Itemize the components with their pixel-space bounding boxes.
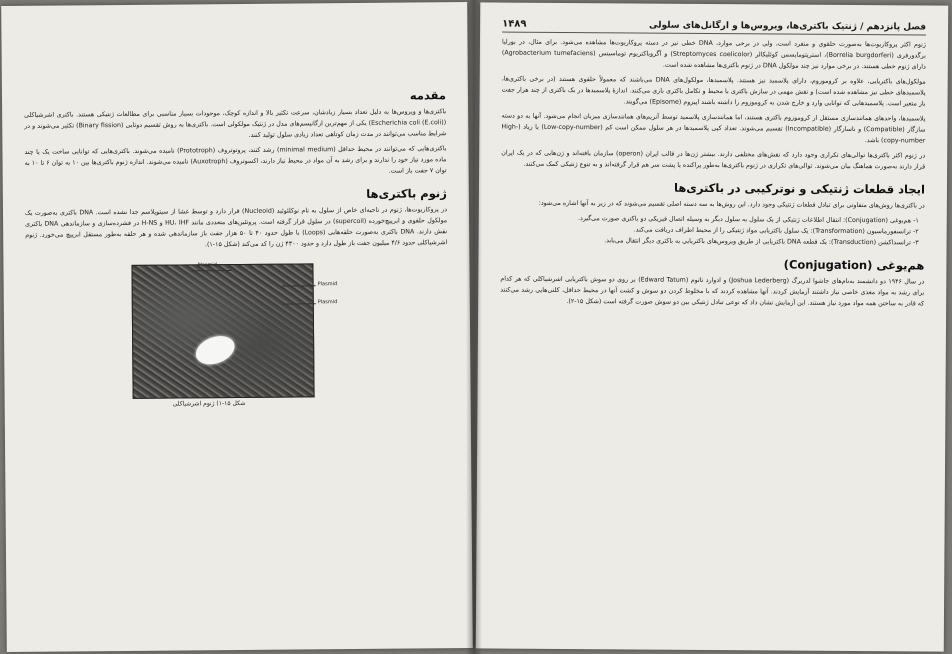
figure-label: Plasmid <box>197 262 218 269</box>
top-margin <box>23 12 446 82</box>
variation-intro: در باکتری‌ها روش‌های متفاوتی برای تبادل قطعات ژنتیکی وجود دارد. این روش‌ها به سه دسته اصلی تقسیم می‌شوند که در زیر به آنها اشاره می‌شود: <box>538 199 925 210</box>
left-page <box>1 2 473 652</box>
figure-caption: شکل ۱۵-۱) ژنوم اشرشیاکلی <box>172 399 246 408</box>
section-variation-title: ایجاد قطعات ژنتیکی و نوترکیبی در باکتری‌ها <box>673 180 926 197</box>
section-genome-title: ژنوم باکتری‌ها <box>366 186 447 201</box>
intro-paragraph: در ژنوم اکثر باکتری‌ها توالی‌های تکراری وجود دارد که نقش‌های مختلفی دارند. بیشتر ژن‌ها در قالب اپران (operon) سازمان یافته‌اند و ژن‌هایی که در یک اپران قرار دارند به‌صورت هماهنگ بیان می‌شوند. توالی‌های تکراری در ژنوم باکتری‌ها به‌طور پراکنده یا پشت سر هم قرار گرفته‌اند و به تنوع ژنتیکی کمک می‌کنند. <box>501 149 926 171</box>
intro-paragraph: باکتری‌هایی که می‌توانند در محیط حداقل (minimal medium) رشد کنند، پروتوتروف (Prototroph) نامیده می‌شوند. باکتری‌هایی که توانایی ساخت یک یا چند ماده مورد نیاز خود را ندارند و برای رشد به آن مواد در محیط نیاز دارند، اکسوتروف (Auxotroph) نامیده می‌شوند. اندازه ژنوم باکتری‌ها بین ۱۰ به توان ۶ تا ۱۰ به توان ۷ جفت باز است. <box>24 145 447 175</box>
figure-label: Plasmid <box>317 281 338 288</box>
page-number: ۱۴۸۹ <box>502 18 527 30</box>
micrograph-image <box>131 263 314 399</box>
cell-blob <box>192 331 239 369</box>
variation-list-item: ۲- ترانسفورماسیون (Transformation): یک سلول باکتریایی مواد ژنتیکی را از محیط اطراف دریافت می‌کند. <box>633 226 919 236</box>
conjugation-paragraph: در سال ۱۹۴۶ دو دانشمند به‌نام‌های جاشوا لدربرگ (Joshua Lederberg) و ادوارد تاتوم (Edward Tatum) بر روی دو سوش باکتریایی اشرشیاکلی که هر کدام برای رشد به مواد مغذی خاصی نیاز داشتند آزمایش کردند. آنها مشاهده کردند که با مخلوط کردن دو سوش و کشت آنها در محیط حداقل، کلنی‌هایی رشد می‌کنند که قادر به ساختن همه مواد مورد نیاز هستند. این آزمایش نشان داد که نوعی تبادل ژنتیکی بین دو سوش صورت گرفته است (شکل ۱۵-۲). <box>500 275 925 308</box>
figure-label: Plasmid <box>317 299 338 306</box>
section-intro-title: مقدمه <box>409 88 447 103</box>
right-page <box>476 2 948 651</box>
genome-paragraph: در پروکاریوت‌ها، ژنوم در ناحیه‌ای خاص از سلول به نام نوکلئوئید (Nucleoid) قرار دارد و توسط غشا از سیتوپلاسم جدا نشده است. DNA باکتری به‌صورت یک مولکول حلقوی و ابرپیچ‌خورده (supercoil) در سلول قرار گرفته است. پروتئین‌های متعددی مانند HU، IHF و H-NS در فشرده‌سازی و سازماندهی DNA باکتری نقش دارند. DNA باکتری به‌صورت حلقه‌هایی (Loops) با طول حدود ۴۰ تا ۵۰ هزار جفت باز سازماندهی شده و هر حلقه به‌طور مستقل ابرپیچ می‌خورد. ژنوم اشرشیاکلی حدود ۴/۶ میلیون جفت باز طول دارد و حدود ۴۳۰۰ ژن را کد می‌کند (شکل ۱۵-۱). <box>24 206 448 249</box>
right-page-content <box>498 13 926 642</box>
figure-ecoli-genome <box>131 263 342 415</box>
intro-paragraph: مولکول‌های باکتریایی، علاوه بر کروموزوم، دارای پلاسمید نیز هستند. پلاسمیدها، مولکول‌های DNA می‌باشند که معمولاً حلقوی هستند (در برخی باکتری‌ها، پلاسمیدهای خطی نیز مشاهده شده است) و نقش مهمی در سازش باکتری با محیط و تکامل باکتری بازی می‌کنند. اندازهٔ پلاسمیدها در یک باکتری از چند هزار جفت باز متغیر است. پلاسمیدهایی که توانایی وارد و خارج شدن به کروموزوم را داشته باشند اپیزوم (Episome) می‌گویند. <box>501 75 926 108</box>
section-conjugation-title: هم‌یوغی (Conjugation) <box>783 257 925 273</box>
intro-paragraph: ژنوم اکثر پروکاریوت‌ها به‌صورت حلقوی و منفرد است، ولی در برخی موارد، DNA خطی نیز در دسته پروکاریوت‌ها مشاهده می‌شود. برای مثال، در بورلیا برگدورفری (Borrelia burgdorferi)، استرپتومایسس کوئلیکالر (Streptomyces coelicolor) و آگروباکتریوم توماسینس (Agrobacterium tumefaciens) دارای ژنوم خطی هستند. در برخی موارد نیز چند مولکول DNA در ژنوم باکتری‌ها مشاهده شده است. <box>501 38 926 71</box>
variation-list-item: ۳- ترانسداکشن (Transduction): یک قطعه DNA باکتریایی از طریق ویروس‌های باکتریایی به باکتری دیگر انتقال می‌یابد. <box>604 237 919 247</box>
variation-list-item: ۱- هم‌یوغی (Conjugation): انتقال اطلاعات ژنتیکی از یک سلول به سلول دیگر به وسیله اتصال فیزیکی دو باکتری صورت می‌گیرد. <box>577 215 919 225</box>
intro-paragraph: پلاسمیدها، واحدهای همانندسازی مستقل از کروموزوم باکتری هستند، اما همانندسازی پلاسمید توسط آنزیم‌های همانندسازی میزبان انجام می‌شود. آنها به دو دسته سازگار (Compatible) و ناسازگار (Incompatible) تقسیم می‌شوند. تعداد کپی پلاسمیدها در هر سلول ممکن است کم (Low-copy-number) یا زیاد (High-copy-number) باشد. <box>501 112 926 145</box>
left-page-content <box>23 12 450 642</box>
running-header <box>502 19 926 36</box>
running-title: فصل پانزدهم / ژنتیک باکتری‌ها، ویروس‌ها و ارگانل‌های سلولی <box>648 20 927 32</box>
intro-paragraph: باکتری‌ها و ویروس‌ها به دلیل تعداد بسیار زیادشان، سرعت تکثیر بالا و اندازه کوچک، موجودات بسیار مناسبی برای مطالعات ژنتیکی هستند. باکتری اشرشیاکلی (Escherichia coli (E.coli)) یکی از مهم‌ترین ارگانیسم‌های مدل در ژنتیک مولکولی است. باکتری‌ها به روش تقسیم دوتایی (Binary fission) تکثیر می‌شوند و در شرایط مناسب می‌توانند در مدت زمان کوتاهی تعداد زیادی سلول تولید کنند. <box>24 108 447 139</box>
